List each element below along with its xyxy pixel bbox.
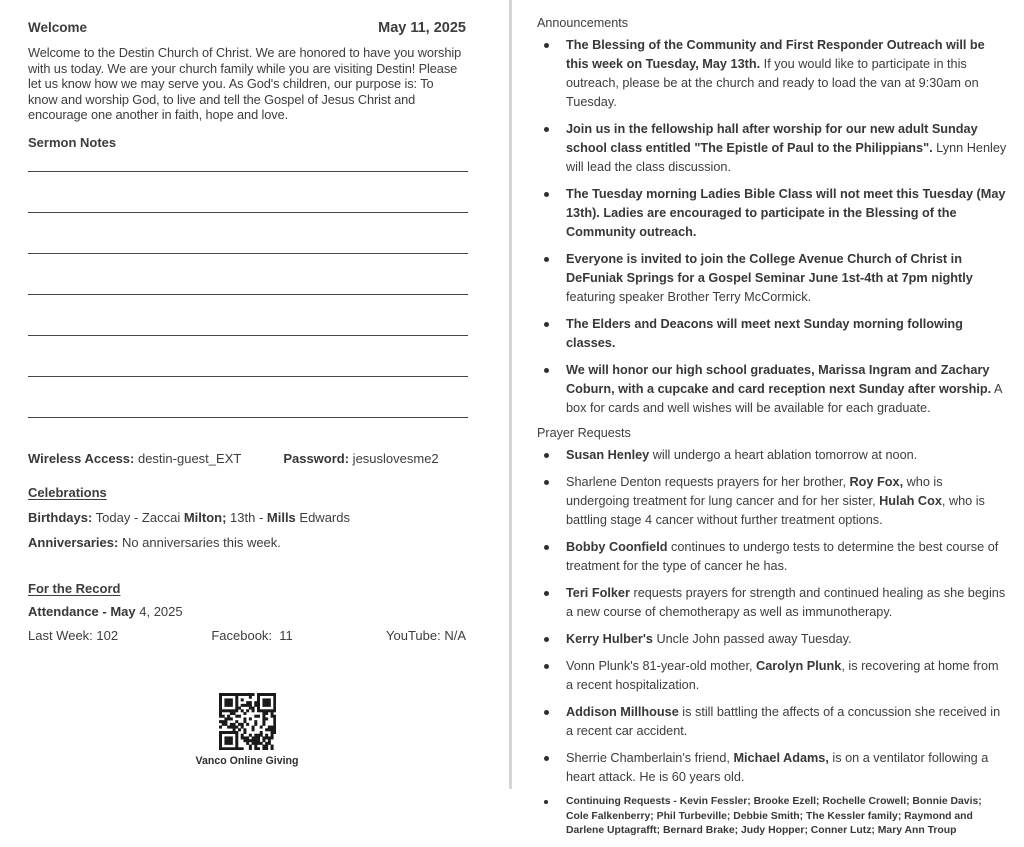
stat-youtube: YouTube: N/A	[386, 627, 466, 643]
announcement-item: The Elders and Deacons will meet next Sunday morning following classes.	[537, 315, 1007, 353]
wifi-password: Password: jesuslovesme2	[283, 450, 439, 466]
announcement-item: We will honor our high school graduates, Marissa Ingram and Zachary Coburn, with a cupcake and card reception next Sunday after worship. A box for cards and well wishes will be available for each graduate.	[537, 361, 1007, 418]
prayer-item: Susan Henley will undergo a heart ablation tomorrow at noon.	[537, 446, 1007, 465]
for-the-record-heading: For the Record	[28, 580, 121, 596]
announcement-item: Everyone is invited to join the College Avenue Church of Christ in DeFuniak Springs for a Gospel Seminar June 1st-4th at 7pm nightly featuring speaker Brother Terry McCormick.	[537, 250, 1007, 307]
prayer-item: Sherrie Chamberlain's friend, Michael Adams, is on a ventilator following a heart attack. He is 60 years old.	[537, 749, 1007, 787]
announcement-item: Join us in the fellowship hall after worship for our new adult Sunday school class entitled "The Epistle of Paul to the Philippians". Lynn Henley will lead the class discussion.	[537, 120, 1007, 177]
wifi-info-row	[28, 451, 466, 466]
sermon-note-line	[28, 417, 468, 418]
announcements-heading: Announcements	[537, 16, 629, 30]
anniversaries-line: Anniversaries: No anniversaries this week.	[28, 534, 281, 550]
prayer-requests-list	[537, 446, 1007, 839]
sermon-notes-heading: Sermon Notes	[28, 134, 117, 150]
welcome-paragraph: Welcome to the Destin Church of Christ. We are honored to have you worship with us today. We are your church family while you are visiting Destin! Please let us know how we may serve you. As God's children, our purpose is: To know and worship God, to live and tell the Gospel of Jesus Christ and encourage one another in faith, hope and love.	[28, 45, 462, 123]
sermon-note-line	[28, 335, 468, 336]
prayer-item: Bobby Coonfield continues to undergo tests to determine the best course of treatment for the type of cancer he has.	[537, 538, 1007, 576]
bulletin-date: May 11, 2025	[378, 20, 466, 36]
prayer-item: Teri Folker requests prayers for strength and continued healing as she begins a new course of chemotherapy as well as immunotherapy.	[537, 584, 1007, 622]
stat-last-week: Last Week: 102	[28, 627, 119, 643]
prayer-item: Sharlene Denton requests prayers for her brother, Roy Fox, who is undergoing treatment for lung cancer and for her sister, Hulah Cox, who is battling stage 4 cancer without further treatment options.	[537, 473, 1007, 530]
announcement-item: The Blessing of the Community and First Responder Outreach will be this week on Tuesday, May 13th. If you would like to participate in this outreach, please be at the church and ready to load the van at 9:30am on Tuesday.	[537, 36, 1007, 112]
celebrations-heading: Celebrations	[28, 484, 107, 500]
page-fold-divider	[509, 0, 512, 789]
sermon-note-line	[28, 171, 468, 172]
sermon-note-line	[28, 253, 468, 254]
qr-code	[219, 693, 276, 750]
welcome-heading: Welcome	[28, 20, 88, 35]
announcements-list	[537, 36, 1007, 418]
stat-facebook: Facebook: 11	[211, 627, 293, 643]
prayer-item: Vonn Plunk's 81-year-old mother, Carolyn Plunk, is recovering at home from a recent hospitalization.	[537, 657, 1007, 695]
prayer-item: Addison Millhouse is still battling the affects of a concussion she received in a recent car accident.	[537, 703, 1007, 741]
prayer-requests-heading: Prayer Requests	[537, 426, 631, 440]
announcement-item: The Tuesday morning Ladies Bible Class will not meet this Tuesday (May 13th). Ladies are encouraged to participate in the Blessing of the Community outreach.	[537, 185, 1007, 242]
qr-caption: Vanco Online Giving	[195, 754, 299, 767]
sermon-note-line	[28, 294, 468, 295]
attendance-line: Attendance - May 4, 2025	[28, 603, 183, 619]
prayer-item: Kerry Hulber's Uncle John passed away Tuesday.	[537, 630, 1007, 649]
sermon-note-line	[28, 376, 468, 377]
attendance-stats-row	[28, 628, 466, 643]
sermon-note-line	[28, 212, 468, 213]
prayer-item: Continuing Requests - Kevin Fessler; Brooke Ezell; Rochelle Crowell; Bonnie Davis; Cole Falkenberry; Phil Turbeville; Debbie Smith; The Kessler family; Raymond and Darlene Uptagrafft; Bernard Brake; Judy Hopper; Conner Lutz; Mary Ann Troup	[537, 795, 1007, 839]
online-giving-block	[182, 693, 312, 767]
bulletin-right-page	[537, 16, 1007, 847]
left-page-header	[28, 20, 466, 36]
bulletin-left-page	[28, 20, 466, 767]
birthdays-line: Birthdays: Today - Zaccai Milton; 13th - Mills Edwards	[28, 509, 350, 525]
sermon-notes-lines	[28, 171, 468, 418]
wifi-network: Wireless Access: destin-guest_EXT	[28, 450, 242, 466]
